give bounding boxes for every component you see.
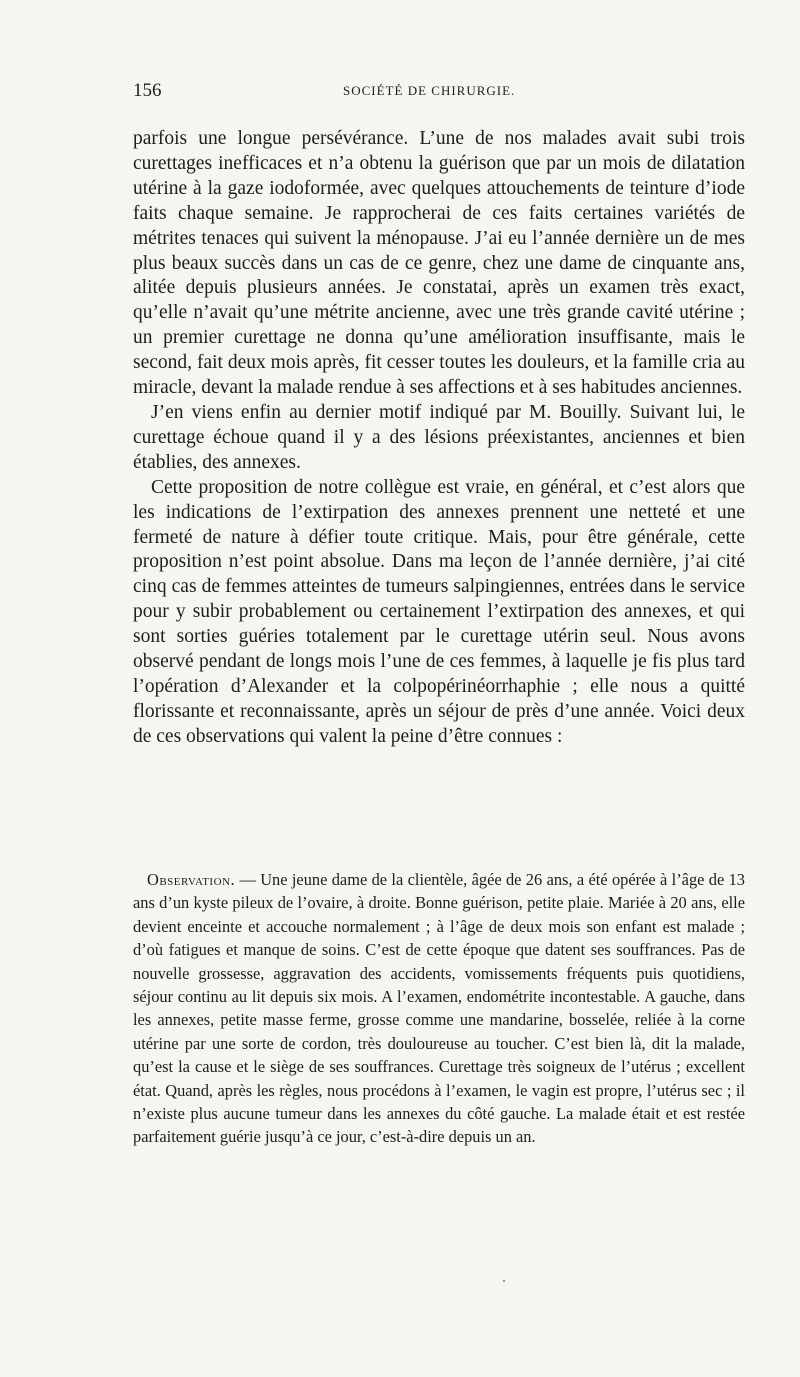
observation-text: — Une jeune dame de la clientèle, âgée de 26 ans, a été opérée à l’âge de 13 ans d’un kyste pileux de l’ovaire, à droite. Bonne guérison, petite plaie. Mariée à 20 ans, elle devient enceinte et accouche normalement ; à l’âge de deux mois son enfant est malade ; d’où fatigues et manque de soins. C’est de cette époque que datent ses souffrances. Pas de nouvelle grossesse, aggravation des accidents, vomissements fréquents puis quotidiens, séjour continu au lit depuis six mois. A l’examen, endométrite incontestable. A gauche, dans les annexes, petite masse ferme, grosse comme une mandarine, bosselée, reliée à la corne utérine par une sorte de cordon, très douloureuse au toucher. C’est bien là, dit la malade, qu’est la cause et le siège de ses souffrances. Curettage très soigneux de l’utérus ; excellent état. Quand, après les règles, nous procédons à l’examen, le vagin est propre, l’utérus sec ; il n’existe plus aucune tumeur dans les annexes du côté gauche. La malade était et est restée parfaitement guérie jusqu’à ce jour, c’est-à-dire depuis un an.: [133, 870, 745, 1147]
observation-paragraph: [133, 868, 745, 1149]
paragraph: Cette proposition de notre collègue est vraie, en général, et c’est alors que les indications de l’extirpation des annexes prennent une netteté et une fermeté de nature à défier toute critique. Mais, pour être générale, cette proposition n’est point absolue. Dans ma leçon de l’année dernière, j’ai cité cinq cas de femmes atteintes de tumeurs salpingiennes, entrées dans le service pour y subir probablement ou certainement l’extirpation des annexes, et qui sont sorties guéries totalement par le curettage utérin seul. Nous avons observé pendant de longs mois l’une de ces femmes, à laquelle je fis plus tard l’opération d’Alexander et la colpopérinéorrhaphie ; elle nous a quitté florissante et reconnaissante, après un séjour de près d’une année. Voici deux de ces observations qui valent la peine d’être connues :: [133, 476, 745, 747]
ink-speck: [503, 1280, 505, 1282]
running-title: SOCIÉTÉ DE CHIRURGIE.: [343, 83, 516, 98]
observation-label: Observation.: [147, 870, 236, 889]
observation-block: [133, 868, 745, 1149]
body-text: [133, 127, 745, 750]
paragraph: J’en viens enfin au dernier motif indiqué par M. Bouilly. Suivant lui, le curettage échoue quand il y a des lésions préexistantes, anciennes et bien établies, des annexes.: [133, 401, 745, 473]
paragraph: parfois une longue persévérance. L’une de nos malades avait subi trois curettages inefficaces et n’a obtenu la guérison que par un mois de dilatation utérine à la gaze iodoformée, avec quelques attouchements de teinture d’iode faits chaque semaine. Je rapprocherai de ces faits certaines variétés de métrites tenaces qui suivent la ménopause. J’ai eu l’année dernière un de mes plus beaux succès dans un cas de ce genre, chez une dame de cinquante ans, alitée depuis plusieurs années. Je constatai, après un examen très exact, qu’elle n’avait qu’une métrite ancienne, avec une très grande cavité utérine ; un premier curettage ne donna qu’une amélioration insuffisante, mais le second, fait deux mois après, fit cesser toutes les douleurs, et la famille cria au miracle, devant la malade rendue à ses affections et à ses habitudes anciennes.: [133, 128, 745, 399]
page-number: 156: [133, 80, 162, 101]
page-header: [133, 80, 743, 102]
